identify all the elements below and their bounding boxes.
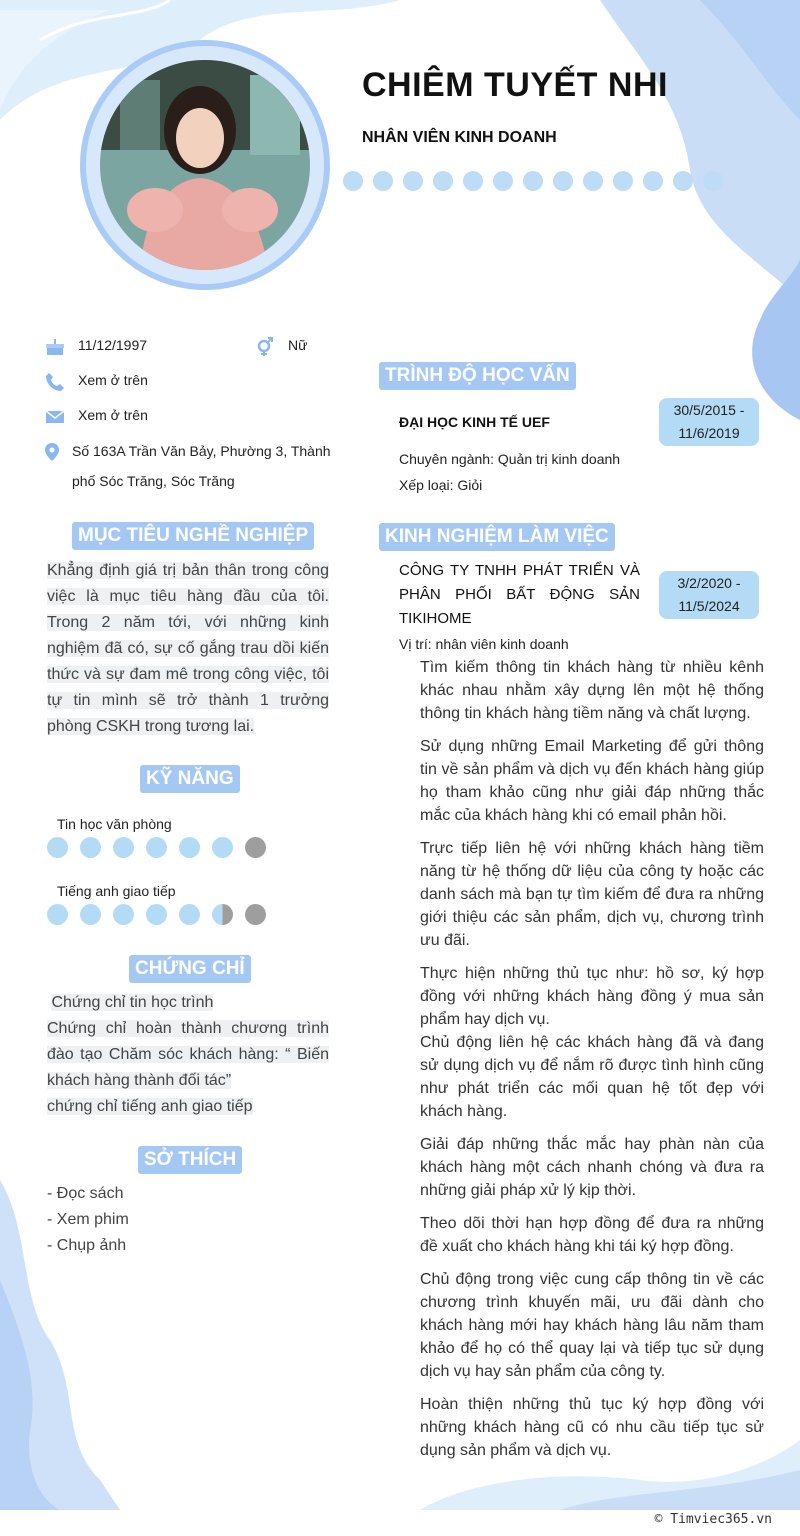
education-heading: TRÌNH ĐỘ HỌC VẤN bbox=[379, 362, 576, 390]
decorative-dots bbox=[343, 171, 723, 191]
duty-item: Chủ động liên hệ các khách hàng đã và đang sử dụng dịch vụ để nắm rõ được tình hình cũng như phát triển các mối quan hệ tốt đẹp với khách hàng. bbox=[420, 1034, 764, 1120]
rating-dot bbox=[212, 904, 233, 925]
hobby-item: - Chụp ảnh bbox=[47, 1237, 127, 1254]
school-name: ĐẠI HỌC KINH TẾ UEF bbox=[399, 414, 550, 430]
cake-icon bbox=[44, 337, 66, 357]
rating-dot bbox=[212, 837, 233, 858]
education-major: Chuyên ngành: Quản trị kinh doanh bbox=[399, 451, 621, 467]
profile-photo bbox=[100, 60, 310, 270]
rating-dot bbox=[113, 837, 134, 858]
skill-name: Tin học văn phòng bbox=[57, 816, 172, 832]
objective-heading: MỤC TIÊU NGHỀ NGHIỆP bbox=[72, 522, 314, 550]
rating-dot bbox=[47, 904, 68, 925]
hobbies-heading: SỞ THÍCH bbox=[138, 1146, 242, 1174]
skill-name: Tiếng anh giao tiếp bbox=[57, 883, 176, 899]
rating-dot bbox=[80, 837, 101, 858]
gender-icon bbox=[254, 337, 276, 357]
objective-text: Khẳng định giá trị bản thân trong công việc là mục tiêu hàng đầu của tôi. Trong 2 năm tới, với những kinh nghiệm đã có, sự cố gắng trau dồi kiến thức và sự đam mê trong công việc, tôi tự tin mình sẽ trở thành 1 trưởng phòng CSKH trong tương lai. bbox=[47, 562, 329, 735]
hobbies-list bbox=[47, 1181, 329, 1259]
duty-item: Giải đáp những thắc mắc hay phàn nàn của khách hàng một cách nhanh chóng và đưa ra những giải pháp xử lý kịp thời. bbox=[420, 1136, 764, 1199]
skills-heading: KỸ NĂNG bbox=[140, 765, 240, 793]
job-role: Vị trí: nhân viên kinh doanh bbox=[399, 636, 569, 652]
certificate-item: Chứng chỉ hoàn thành chương trình đào tạo Chăm sóc khách hàng: “ Biến khách hàng thành đối tác” bbox=[47, 1020, 329, 1089]
rating-dot bbox=[245, 837, 266, 858]
location-pin-icon bbox=[44, 442, 60, 462]
skill-rating-2 bbox=[47, 904, 266, 925]
certificate-item: Chứng chỉ tin học trình bbox=[51, 994, 214, 1011]
hobby-item: - Xem phim bbox=[47, 1211, 129, 1228]
hobby-item: - Đọc sách bbox=[47, 1185, 124, 1202]
education-dates: 30/5/2015 - 11/6/2019 bbox=[659, 398, 759, 446]
gender-row bbox=[254, 337, 307, 357]
duty-item: Theo dõi thời hạn hợp đồng để đưa ra những đề xuất cho khách hàng khi tái ký hợp đồng. bbox=[420, 1215, 764, 1255]
rating-dot bbox=[179, 904, 200, 925]
duty-item: Sử dụng những Email Marketing để gửi thông tin về sản phẩm và dịch vụ đến khách hàng giúp họ tham khảo cũng như giải đáp những thắc mắc của khách hàng khi có email phản hồi. bbox=[420, 738, 764, 824]
address-value: Số 163A Trần Văn Bảy, Phường 3, Thành phố Sóc Trăng, Sóc Trăng bbox=[72, 443, 331, 489]
rating-dot bbox=[113, 904, 134, 925]
experience-heading: KINH NGHIỆM LÀM VIỆC bbox=[379, 523, 615, 551]
email-value: Xem ở trên bbox=[78, 407, 148, 423]
phone-row bbox=[44, 372, 148, 392]
job-duties bbox=[420, 656, 764, 1472]
experience-dates: 3/2/2020 - 11/5/2024 bbox=[659, 571, 759, 619]
certificates-list bbox=[47, 990, 329, 1120]
duty-item: Chủ động trong việc cung cấp thông tin về các chương trình khuyến mãi, ưu đãi dành cho khách hàng mới hay khách hàng lâu năm tham khảo để họ có thể quay lại và tiếp tục sử dụng dịch vụ hay sản phẩm của công ty. bbox=[420, 1271, 764, 1380]
address-row bbox=[44, 442, 334, 496]
company-name: CÔNG TY TNHH PHÁT TRIỂN VÀ PHÂN PHỐI BẤT ĐỘNG SẢN TIKIHOME bbox=[399, 562, 640, 627]
rating-dot bbox=[146, 904, 167, 925]
education-grade: Xếp loại: Giỏi bbox=[399, 477, 483, 493]
phone-value: Xem ở trên bbox=[78, 372, 148, 388]
full-name: CHIÊM TUYẾT NHI bbox=[362, 66, 668, 104]
certificate-item: chứng chỉ tiếng anh giao tiếp bbox=[47, 1098, 253, 1115]
rating-dot bbox=[146, 837, 167, 858]
duty-item: Thực hiện những thủ tục như: hồ sơ, ký hợp đồng với những khách hàng đồng ý mua sản phẩm hay dịch vụ. bbox=[420, 965, 764, 1028]
rating-dot bbox=[80, 904, 101, 925]
duty-item: Hoàn thiện những thủ tục ký hợp đồng với những khách hàng cũ có nhu cầu tiếp tục sử dụng sản phẩm và dịch vụ. bbox=[420, 1396, 764, 1459]
duty-item: Tìm kiếm thông tin khách hàng từ nhiều kênh khác nhau nhằm xây dựng lên một hệ thống thông tin khách hàng tiềm năng và chất lượng. bbox=[420, 659, 764, 722]
rating-dot bbox=[245, 904, 266, 925]
rating-dot bbox=[179, 837, 200, 858]
mail-icon bbox=[44, 407, 66, 427]
footer-credit: © Timviec365.vn bbox=[654, 1512, 772, 1527]
skill-rating-1 bbox=[47, 837, 266, 858]
gender-value: Nữ bbox=[288, 337, 308, 353]
birthday-row bbox=[44, 337, 147, 357]
rating-dot bbox=[47, 837, 68, 858]
job-title: NHÂN VIÊN KINH DOANH bbox=[362, 129, 557, 146]
birthday-value: 11/12/1997 bbox=[78, 337, 148, 353]
certificates-heading: CHỨNG CHỈ bbox=[129, 955, 251, 983]
duty-item: Trực tiếp liên hệ với những khách hàng tiềm năng từ hệ thống dữ liệu của công ty hoặc các danh sách mà bạn tự tìm kiếm để đưa ra những giới thiệu các sản phẩm, dịch vụ, chương trình ưu đãi. bbox=[420, 840, 764, 949]
email-row bbox=[44, 407, 148, 427]
phone-icon bbox=[44, 372, 66, 392]
